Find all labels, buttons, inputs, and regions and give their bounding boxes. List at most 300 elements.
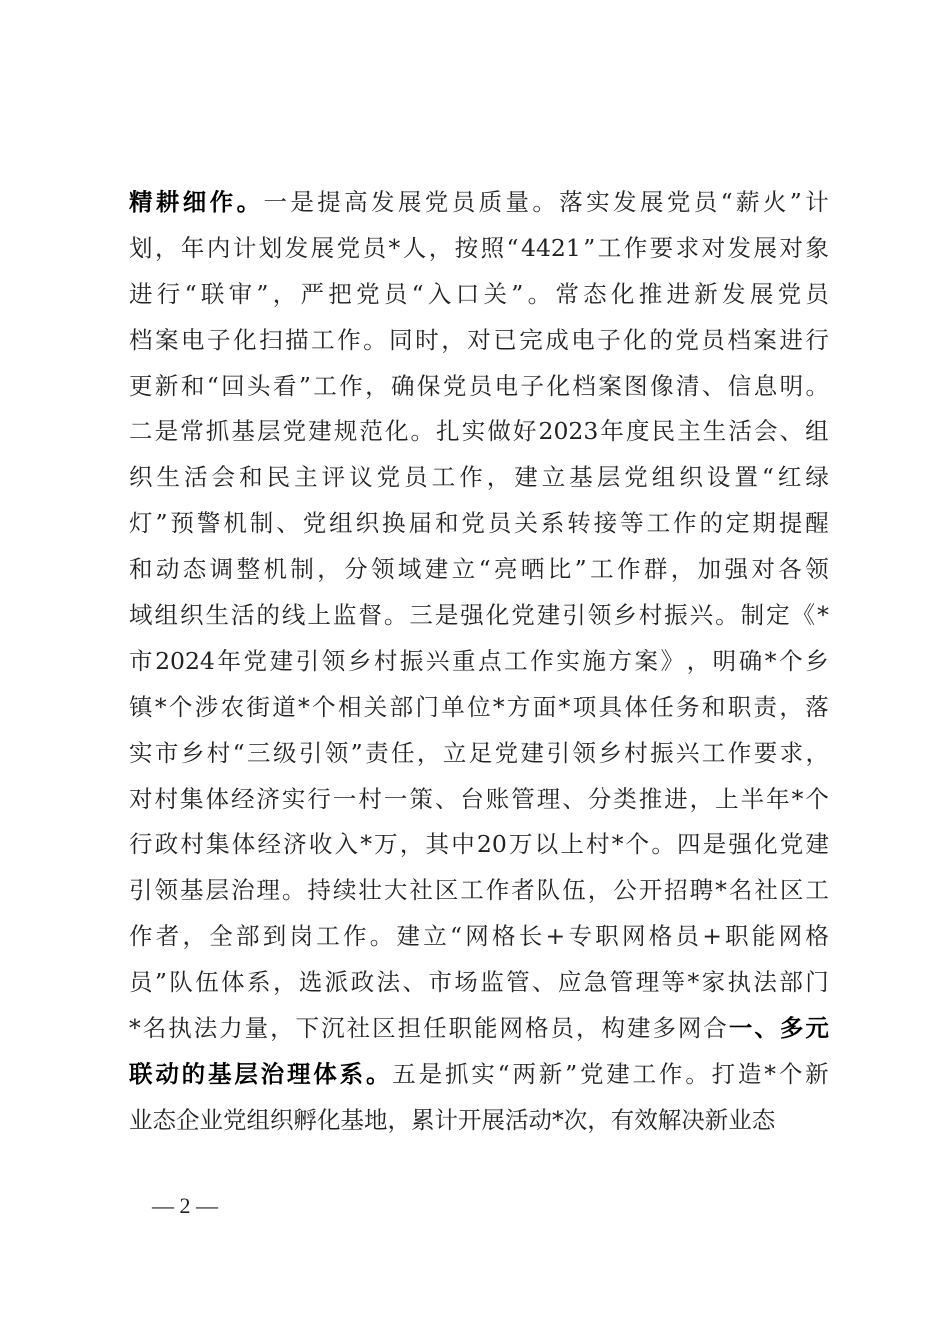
text-char: ， xyxy=(779,692,803,721)
text-char: ， xyxy=(587,1105,611,1134)
text-char: 督 xyxy=(358,601,382,630)
text-char: 党 xyxy=(376,463,401,492)
text-line xyxy=(129,1006,829,1052)
text-char: 扎 xyxy=(436,417,460,446)
text-char: ， xyxy=(365,371,389,400)
text-char: ” xyxy=(256,279,269,308)
text-char: 民 xyxy=(266,463,291,492)
text-char: 领 xyxy=(324,738,349,767)
text-char: 济 xyxy=(283,830,307,859)
text-char: 转 xyxy=(567,509,591,538)
text-char: 部 xyxy=(779,968,803,997)
text-char: * xyxy=(552,1105,564,1134)
text-char: 壮 xyxy=(358,876,382,905)
text-line xyxy=(129,318,829,364)
text-line xyxy=(129,1098,829,1144)
text-char: 象 xyxy=(805,233,829,262)
text-char: 员 xyxy=(468,371,493,400)
text-char: 担 xyxy=(397,1014,422,1043)
text-char: * xyxy=(558,692,571,721)
text-char: 调 xyxy=(209,555,234,584)
text-char: 强 xyxy=(460,601,484,630)
text-char: 公 xyxy=(613,876,637,905)
text-char: 建 xyxy=(606,1059,630,1088)
bold-text-char: 基 xyxy=(207,1059,232,1088)
text-char: 兴 xyxy=(689,601,714,630)
text-char: 体 xyxy=(205,784,229,813)
text-char: 基 xyxy=(231,417,255,446)
text-char: ， xyxy=(270,1014,294,1043)
text-line xyxy=(129,868,829,914)
text-char: 会 xyxy=(211,463,236,492)
text-char: 村 xyxy=(358,784,382,813)
text-char: 更 xyxy=(129,371,153,400)
text-char: 急 xyxy=(583,968,608,997)
text-char: 行 xyxy=(156,279,181,308)
text-char: 格 xyxy=(525,1014,549,1043)
text-char: 进 xyxy=(129,279,153,308)
text-char: 。 xyxy=(685,1059,709,1088)
text-char: “ xyxy=(450,922,463,951)
text-char: 、 xyxy=(532,968,556,997)
text-char: 等 xyxy=(620,509,644,538)
text-char: 持 xyxy=(307,876,331,905)
text-char: ， xyxy=(689,784,714,813)
text-char: 届 xyxy=(408,509,432,538)
text-char: ” xyxy=(350,738,363,767)
text-char: 制 xyxy=(740,601,765,630)
text-char: 分 xyxy=(587,784,612,813)
text-char: 半 xyxy=(740,784,765,813)
text-char: 工 xyxy=(805,876,829,905)
text-char: 量 xyxy=(505,188,529,216)
text-char: 作 xyxy=(343,922,367,951)
text-char: 案 xyxy=(634,646,658,675)
text-char: 强 xyxy=(728,830,752,859)
text-char: 员 xyxy=(675,922,699,951)
text-char: 态 xyxy=(583,279,607,308)
text-char: 、 xyxy=(402,968,426,997)
text-char: 化 xyxy=(384,417,409,446)
text-char: 作 xyxy=(727,738,752,767)
text-char: ， xyxy=(441,325,465,354)
text-char: 层 xyxy=(256,417,281,446)
text-char: 孵 xyxy=(293,1105,317,1134)
text-char: 好 xyxy=(512,417,537,446)
text-char: 门 xyxy=(805,968,829,997)
text-char: 派 xyxy=(324,968,349,997)
text-char: 新 xyxy=(805,1059,829,1088)
text-char: 织 xyxy=(355,509,380,538)
text-char: 划 xyxy=(258,233,283,262)
text-char: 济 xyxy=(256,784,280,813)
text-char: 打 xyxy=(711,1059,736,1088)
text-char: 工 xyxy=(460,876,484,905)
text-char: 落 xyxy=(559,188,583,216)
text-char: 大 xyxy=(383,876,408,905)
text-char: 分 xyxy=(344,555,368,584)
text-char: 织 xyxy=(179,601,204,630)
bold-text-char: 元 xyxy=(805,1014,829,1043)
text-line xyxy=(129,226,829,272)
page-number: — 2 — xyxy=(152,1193,218,1218)
text-char: 议 xyxy=(349,463,373,492)
text-char: 案 xyxy=(598,371,622,400)
text-char: 作 xyxy=(339,371,363,400)
text-char: 化 xyxy=(623,325,647,354)
text-char: 推 xyxy=(638,784,663,813)
text-char: 村 xyxy=(373,646,398,675)
text-char: 管 xyxy=(506,968,530,997)
text-char: 保 xyxy=(416,371,441,400)
text-char: 者 xyxy=(155,922,180,951)
text-char: 党 xyxy=(777,279,802,308)
text-char: 确 xyxy=(738,646,763,675)
text-char: 网 xyxy=(778,922,803,951)
text-char: 联 xyxy=(200,279,225,308)
text-char: 台 xyxy=(460,784,484,813)
text-char: 党 xyxy=(579,1059,604,1088)
bold-text-char: 理 xyxy=(286,1059,311,1088)
text-char: 、 xyxy=(276,509,300,538)
text-char: 织 xyxy=(129,463,153,492)
text-char: 造 xyxy=(737,1059,762,1088)
bold-text-char: 一 xyxy=(728,1014,753,1043)
text-char: 任 xyxy=(650,692,674,721)
text-char: 道 xyxy=(272,692,296,721)
text-char: 和 xyxy=(434,509,459,538)
text-char: 建 xyxy=(536,601,561,630)
text-char: 工 xyxy=(597,233,622,262)
text-char: 下 xyxy=(295,1014,320,1043)
text-char: 员 xyxy=(383,279,408,308)
text-char: 。 xyxy=(410,417,435,446)
text-char: 。 xyxy=(532,188,556,216)
text-char: 发 xyxy=(613,188,637,216)
text-char: 员 xyxy=(805,279,829,308)
text-char: “ xyxy=(720,188,733,216)
text-char: 关 xyxy=(363,692,388,721)
text-char: 发 xyxy=(722,279,746,308)
text-char: ， xyxy=(587,876,612,905)
text-char: 法 xyxy=(193,1014,218,1043)
text-char: 长 xyxy=(518,922,543,951)
text-char: 建 xyxy=(269,646,294,675)
text-char: 面 xyxy=(532,692,557,721)
text-char: 线 xyxy=(281,601,306,630)
text-char: 2024 xyxy=(155,646,215,675)
text-char: 责 xyxy=(753,692,778,721)
text-char: 乡 xyxy=(805,646,829,675)
text-char: 电 xyxy=(494,371,519,400)
text-char: 个 xyxy=(805,784,829,813)
text-char: 企 xyxy=(176,1105,200,1134)
text-char: 一 xyxy=(332,784,357,813)
bold-text-char: 。 xyxy=(365,1059,390,1088)
text-char: 、 xyxy=(701,371,726,400)
text-char: 引 xyxy=(562,601,586,630)
text-char: 策 xyxy=(409,784,433,813)
text-char: 兴 xyxy=(425,646,450,675)
text-char: 。 xyxy=(527,279,552,308)
text-char: 专 xyxy=(568,922,592,951)
text-char: 同 xyxy=(389,325,413,354)
text-char: 量 xyxy=(244,1014,269,1043)
text-char: 到 xyxy=(262,922,287,951)
text-line xyxy=(129,501,829,547)
text-char: 进 xyxy=(779,325,803,354)
text-line xyxy=(129,1052,829,1098)
text-char: 主 xyxy=(294,463,318,492)
text-char: 职 xyxy=(595,922,619,951)
text-char: 任 xyxy=(391,738,415,767)
text-char: 引 xyxy=(295,646,320,675)
text-char: 员 xyxy=(362,233,387,262)
text-char: 已 xyxy=(493,325,517,354)
text-char: 警 xyxy=(196,509,221,538)
text-char: 组 xyxy=(329,509,353,538)
text-char: 新 xyxy=(154,371,179,400)
text-char: 整 xyxy=(236,555,261,584)
text-char: 工 xyxy=(701,738,726,767)
text-char: 社 xyxy=(346,1014,371,1043)
text-char: 、 xyxy=(779,417,804,446)
text-char: 党 xyxy=(424,188,449,216)
text-char: 街 xyxy=(246,692,270,721)
text-char: 作 xyxy=(459,463,483,492)
text-char: 项 xyxy=(572,692,597,721)
text-char: 经 xyxy=(257,830,281,859)
text-char: 展 xyxy=(397,188,422,216)
bold-text-char: 治 xyxy=(260,1059,285,1088)
text-char: 决 xyxy=(681,1105,705,1134)
text-char: 治 xyxy=(230,876,255,905)
text-char: 家 xyxy=(701,968,726,997)
text-char: 单 xyxy=(441,692,465,721)
text-line xyxy=(129,777,829,823)
text-char: 政 xyxy=(154,830,179,859)
text-char: 理 xyxy=(635,968,660,997)
text-char: 划 xyxy=(129,233,153,262)
text-char: 市 xyxy=(154,738,179,767)
body-text xyxy=(129,180,829,1144)
text-char: 明 xyxy=(779,371,804,400)
text-char: 合 xyxy=(703,1014,727,1043)
text-char: 进 xyxy=(664,784,688,813)
text-char: 展 xyxy=(753,233,777,262)
text-char: 。 xyxy=(715,601,739,630)
text-char: 对 xyxy=(129,784,153,813)
text-char: 引 xyxy=(129,876,153,905)
text-line xyxy=(129,272,829,318)
text-char: 监 xyxy=(332,601,357,630)
text-char: * xyxy=(764,646,777,675)
text-char: 中 xyxy=(451,830,475,859)
text-char: 基 xyxy=(340,1105,364,1134)
text-char: 的 xyxy=(649,325,673,354)
text-char: 息 xyxy=(753,371,778,400)
text-char: 。 xyxy=(369,922,394,951)
text-char: 组 xyxy=(805,417,829,446)
text-char: 系 xyxy=(540,509,565,538)
text-char: 4421 xyxy=(521,233,581,262)
text-char: 经 xyxy=(230,784,255,813)
text-line xyxy=(129,364,829,410)
text-char: 管 xyxy=(511,784,535,813)
text-char: 管 xyxy=(609,968,634,997)
text-char: * xyxy=(154,692,167,721)
text-char: 构 xyxy=(601,1014,625,1043)
text-char: 作 xyxy=(673,509,697,538)
text-char: ” xyxy=(565,1059,578,1088)
text-char: 案 xyxy=(155,325,179,354)
text-char: 法 xyxy=(753,968,777,997)
text-char: 亮 xyxy=(493,555,518,584)
text-char: 具 xyxy=(598,692,623,721)
text-char: 、 xyxy=(562,784,586,813)
text-char: 执 xyxy=(727,968,752,997)
text-char: 行 xyxy=(129,830,153,859)
text-line xyxy=(129,547,829,593)
bold-text-char: 层 xyxy=(234,1059,258,1088)
text-char: 行 xyxy=(805,325,829,354)
text-char: 工 xyxy=(632,1059,657,1088)
text-char: 年 xyxy=(766,784,790,813)
text-char: 党 xyxy=(511,601,535,630)
text-char: 聘 xyxy=(689,876,714,905)
text-line xyxy=(129,593,829,639)
text-char: 《 xyxy=(791,601,816,630)
text-char: 子 xyxy=(597,325,621,354)
text-char: 引 xyxy=(298,738,323,767)
text-char: 累 xyxy=(411,1105,435,1134)
text-char: 定 xyxy=(725,509,750,538)
text-char: 发 xyxy=(371,188,395,216)
text-char: 化 xyxy=(485,601,510,630)
text-char: 职 xyxy=(725,922,749,951)
text-char: 人 xyxy=(402,233,427,262)
text-char: 工 xyxy=(313,371,337,400)
text-char: 红 xyxy=(777,463,802,492)
text-char: ” xyxy=(154,968,167,997)
text-char: 关 xyxy=(483,279,507,308)
text-char: * xyxy=(388,233,401,262)
text-char: 党 xyxy=(624,463,648,492)
text-char: 主 xyxy=(677,417,701,446)
text-char: 体 xyxy=(231,830,256,859)
text-char: 立 xyxy=(451,555,476,584)
text-char: “ xyxy=(506,233,519,262)
text-char: 理 xyxy=(256,876,280,905)
text-char: 确 xyxy=(391,371,415,400)
text-char: 一 xyxy=(383,784,408,813)
text-char: 集 xyxy=(206,830,230,859)
text-line xyxy=(129,960,829,1006)
text-char: 农 xyxy=(220,692,245,721)
text-char: 计 xyxy=(805,188,829,216)
text-char: 进 xyxy=(666,279,690,308)
text-char: 化 xyxy=(546,371,570,400)
text-char: 醒 xyxy=(805,509,829,538)
text-char: 收 xyxy=(308,830,333,859)
text-char: 立 xyxy=(541,463,566,492)
text-char: ” xyxy=(511,279,524,308)
text-char: 员 xyxy=(693,188,718,216)
text-char: 群 xyxy=(643,555,668,584)
text-char: 三 xyxy=(247,738,271,767)
text-char: 建 xyxy=(308,417,332,446)
text-char: 年 xyxy=(217,646,241,675)
text-char: 民 xyxy=(651,417,676,446)
text-char: 区 xyxy=(372,1014,396,1043)
text-char: 扫 xyxy=(259,325,283,354)
text-char: 生 xyxy=(205,601,229,630)
text-char: 责 xyxy=(365,738,389,767)
text-char: 效 xyxy=(634,1105,658,1134)
text-char: + xyxy=(702,922,722,951)
text-char: 展 xyxy=(639,188,664,216)
text-char: 振 xyxy=(650,738,674,767)
text-char: “ xyxy=(206,371,219,400)
text-char: 领 xyxy=(321,646,346,675)
text-char: 基 xyxy=(179,876,204,905)
text-char: 计 xyxy=(434,1105,458,1134)
text-char: 续 xyxy=(332,876,357,905)
text-char: 市 xyxy=(428,968,452,997)
text-char: 对 xyxy=(779,233,803,262)
text-char: 比 xyxy=(547,555,572,584)
text-char: 实 xyxy=(461,417,486,446)
text-char: 机 xyxy=(223,509,247,538)
text-char: 生 xyxy=(156,463,181,492)
text-char: 回 xyxy=(221,371,245,400)
text-char: 薪 xyxy=(736,188,760,216)
text-char: 高 xyxy=(344,188,368,216)
text-char: 是 xyxy=(702,830,727,859)
text-char: 有 xyxy=(610,1105,635,1134)
text-char: 引 xyxy=(546,738,570,767)
text-char: 机 xyxy=(263,555,287,584)
text-char: 党 xyxy=(302,509,327,538)
bold-text-char: 多 xyxy=(779,1014,804,1043)
text-char: 个 xyxy=(779,646,803,675)
text-char: 和 xyxy=(239,463,263,492)
text-char: 活 xyxy=(728,417,752,446)
text-char: * xyxy=(129,1014,141,1043)
text-char: 全 xyxy=(209,922,233,951)
text-char: “ xyxy=(478,555,491,584)
text-char: 发 xyxy=(727,233,752,262)
text-char: 位 xyxy=(467,692,491,721)
text-char: 网 xyxy=(465,922,489,951)
text-char: 范 xyxy=(359,417,383,446)
text-char: 基 xyxy=(569,463,593,492)
text-char: ” xyxy=(298,371,311,400)
text-line xyxy=(129,914,829,960)
text-char: 期 xyxy=(752,509,776,538)
text-char: 域 xyxy=(129,601,153,630)
text-char: 伍 xyxy=(195,968,219,997)
text-char: 新 xyxy=(704,1105,729,1134)
text-char: 两 xyxy=(512,1059,536,1088)
text-char: 把 xyxy=(328,279,352,308)
text-char: 作 xyxy=(658,1059,683,1088)
bold-text-char: 体 xyxy=(313,1059,337,1088)
bold-text-char: 精 xyxy=(129,188,153,216)
text-char: ， xyxy=(272,968,297,997)
text-char: 门 xyxy=(415,692,439,721)
text-char: 按 xyxy=(454,233,479,262)
